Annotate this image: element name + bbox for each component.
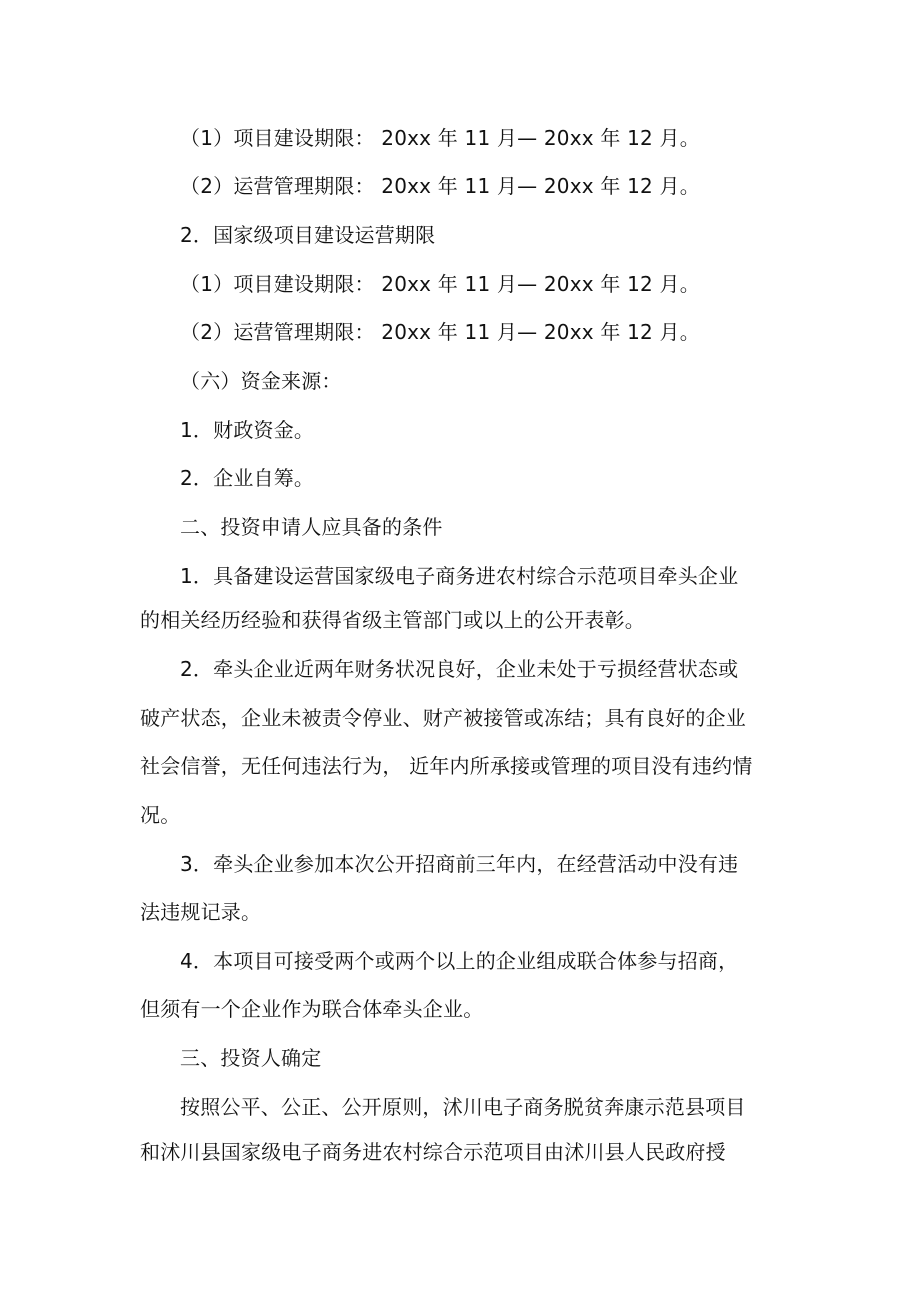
investor-paragraph-line-1: 按照公平、公正、公开原则，沭川电子商务脱贫奔康示范县项目 [180,1095,746,1119]
build-period-line: （1）项目建设期限： 20xx 年 11 月— 20xx 年 12 月。 [180,126,700,150]
section-three-heading: 三、投资人确定 [180,1046,322,1070]
investor-paragraph-line-2: 和沭川县国家级电子商务进农村综合示范项目由沭川县人民政府授 [140,1140,726,1164]
condition-2-line-4: 况。 [140,803,181,827]
condition-4-line-1: 4．本项目可接受两个或两个以上的企业组成联合体参与招商， [180,949,739,973]
condition-2-line-3: 社会信誉，无任何违法行为， 近年内所承接或管理的项目没有违约情 [140,754,753,778]
condition-4-line-2: 但须有一个企业作为联合体牵头企业。 [140,997,484,1021]
national-build-period-line: （1）项目建设期限： 20xx 年 11 月— 20xx 年 12 月。 [180,272,700,296]
condition-1-line-2: 的相关经历经验和获得省级主管部门或以上的公开表彰。 [140,608,645,632]
national-operation-period-line: （2）运营管理期限： 20xx 年 11 月— 20xx 年 12 月。 [180,320,700,344]
operation-period-line: （2）运营管理期限： 20xx 年 11 月— 20xx 年 12 月。 [180,174,700,198]
condition-3-line-1: 3．牵头企业参加本次公开招商前三年内，在经营活动中没有违 [180,852,739,876]
condition-1-line-1: 1．具备建设运营国家级电子商务进农村综合示范项目牵头企业 [180,564,739,588]
section-two-heading: 二、投资申请人应具备的条件 [180,515,443,539]
national-project-heading: 2．国家级项目建设运营期限 [180,223,436,247]
funding-item-1: 1．财政资金。 [180,418,315,442]
condition-3-line-2: 法违规记录。 [140,900,262,924]
funding-source-heading: （六）资金来源： [180,369,342,393]
condition-2-line-2: 破产状态，企业未被责令停业、财产被接管或冻结；具有良好的企业 [140,706,746,730]
funding-item-2: 2．企业自筹。 [180,466,315,490]
condition-2-line-1: 2．牵头企业近两年财务状况良好，企业未处于亏损经营状态或 [180,657,739,681]
